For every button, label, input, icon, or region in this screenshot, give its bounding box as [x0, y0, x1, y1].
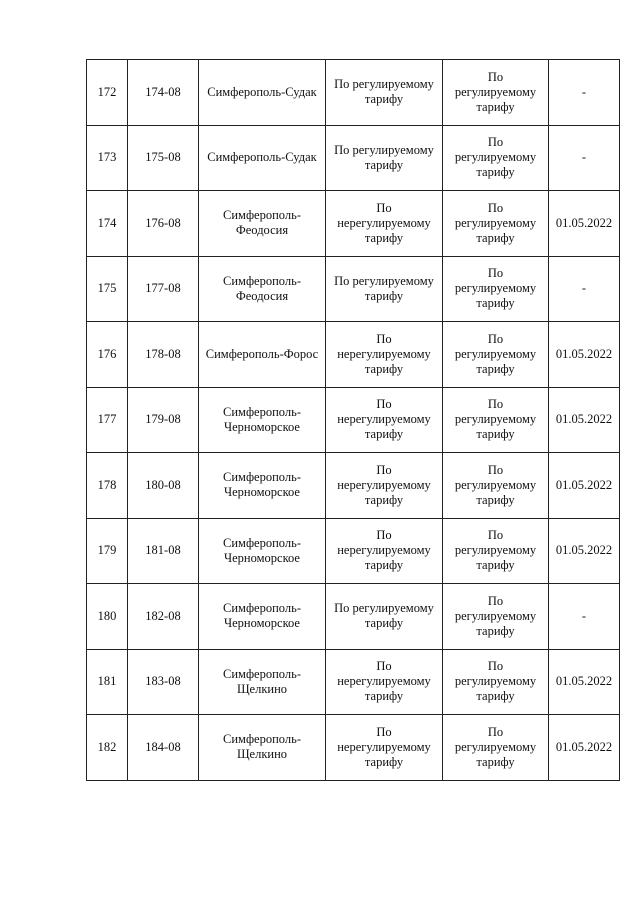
route-name-cell: Симферополь- Щелкино — [199, 715, 326, 781]
new-tariff-cell: По регулируемому тарифу — [443, 387, 549, 453]
row-number-cell: 174 — [87, 191, 128, 257]
route-code-cell: 181-08 — [128, 518, 199, 584]
table-row — [87, 191, 620, 257]
route-code-cell: 182-08 — [128, 584, 199, 650]
table-row — [87, 649, 620, 715]
row-number-cell: 176 — [87, 322, 128, 388]
row-number-cell: 172 — [87, 60, 128, 126]
route-name-cell: Симферополь- Черноморское — [199, 387, 326, 453]
current-tariff-cell: По нерегулируемому тарифу — [326, 453, 443, 519]
route-name-cell: Симферополь- Щелкино — [199, 649, 326, 715]
effective-date-cell: 01.05.2022 — [549, 518, 620, 584]
table-row — [87, 125, 620, 191]
row-number-cell: 173 — [87, 125, 128, 191]
row-number-cell: 178 — [87, 453, 128, 519]
current-tariff-cell: По регулируемому тарифу — [326, 256, 443, 322]
row-number-cell: 181 — [87, 649, 128, 715]
route-name-cell: Симферополь-Судак — [199, 125, 326, 191]
new-tariff-cell: По регулируемому тарифу — [443, 649, 549, 715]
new-tariff-cell: По регулируемому тарифу — [443, 453, 549, 519]
new-tariff-cell: По регулируемому тарифу — [443, 715, 549, 781]
table-row — [87, 518, 620, 584]
effective-date-cell: - — [549, 60, 620, 126]
route-code-cell: 178-08 — [128, 322, 199, 388]
routes-table — [86, 59, 620, 781]
new-tariff-cell: По регулируемому тарифу — [443, 125, 549, 191]
route-name-cell: Симферополь-Судак — [199, 60, 326, 126]
table-row — [87, 256, 620, 322]
new-tariff-cell: По регулируемому тарифу — [443, 584, 549, 650]
current-tariff-cell: По регулируемому тарифу — [326, 584, 443, 650]
route-code-cell: 176-08 — [128, 191, 199, 257]
new-tariff-cell: По регулируемому тарифу — [443, 518, 549, 584]
table-row — [87, 387, 620, 453]
route-name-cell: Симферополь- Феодосия — [199, 191, 326, 257]
current-tariff-cell: По нерегулируемому тарифу — [326, 715, 443, 781]
effective-date-cell: 01.05.2022 — [549, 322, 620, 388]
routes-table-body — [87, 60, 620, 781]
route-name-cell: Симферополь- Феодосия — [199, 256, 326, 322]
current-tariff-cell: По нерегулируемому тарифу — [326, 387, 443, 453]
route-code-cell: 175-08 — [128, 125, 199, 191]
route-code-cell: 183-08 — [128, 649, 199, 715]
current-tariff-cell: По регулируемому тарифу — [326, 60, 443, 126]
table-row — [87, 322, 620, 388]
current-tariff-cell: По нерегулируемому тарифу — [326, 322, 443, 388]
new-tariff-cell: По регулируемому тарифу — [443, 256, 549, 322]
table-row — [87, 584, 620, 650]
effective-date-cell: 01.05.2022 — [549, 453, 620, 519]
route-code-cell: 184-08 — [128, 715, 199, 781]
new-tariff-cell: По регулируемому тарифу — [443, 60, 549, 126]
table-row — [87, 715, 620, 781]
table-row — [87, 453, 620, 519]
route-name-cell: Симферополь-Форос — [199, 322, 326, 388]
row-number-cell: 180 — [87, 584, 128, 650]
table-row — [87, 60, 620, 126]
effective-date-cell: 01.05.2022 — [549, 387, 620, 453]
new-tariff-cell: По регулируемому тарифу — [443, 322, 549, 388]
route-name-cell: Симферополь- Черноморское — [199, 453, 326, 519]
effective-date-cell: 01.05.2022 — [549, 649, 620, 715]
row-number-cell: 179 — [87, 518, 128, 584]
route-code-cell: 179-08 — [128, 387, 199, 453]
row-number-cell: 175 — [87, 256, 128, 322]
current-tariff-cell: По нерегулируемому тарифу — [326, 191, 443, 257]
route-code-cell: 177-08 — [128, 256, 199, 322]
current-tariff-cell: По регулируемому тарифу — [326, 125, 443, 191]
current-tariff-cell: По нерегулируемому тарифу — [326, 518, 443, 584]
effective-date-cell: 01.05.2022 — [549, 715, 620, 781]
route-name-cell: Симферополь- Черноморское — [199, 584, 326, 650]
row-number-cell: 177 — [87, 387, 128, 453]
effective-date-cell: 01.05.2022 — [549, 191, 620, 257]
effective-date-cell: - — [549, 125, 620, 191]
route-code-cell: 174-08 — [128, 60, 199, 126]
current-tariff-cell: По нерегулируемому тарифу — [326, 649, 443, 715]
route-name-cell: Симферополь- Черноморское — [199, 518, 326, 584]
new-tariff-cell: По регулируемому тарифу — [443, 191, 549, 257]
row-number-cell: 182 — [87, 715, 128, 781]
route-code-cell: 180-08 — [128, 453, 199, 519]
effective-date-cell: - — [549, 256, 620, 322]
effective-date-cell: - — [549, 584, 620, 650]
